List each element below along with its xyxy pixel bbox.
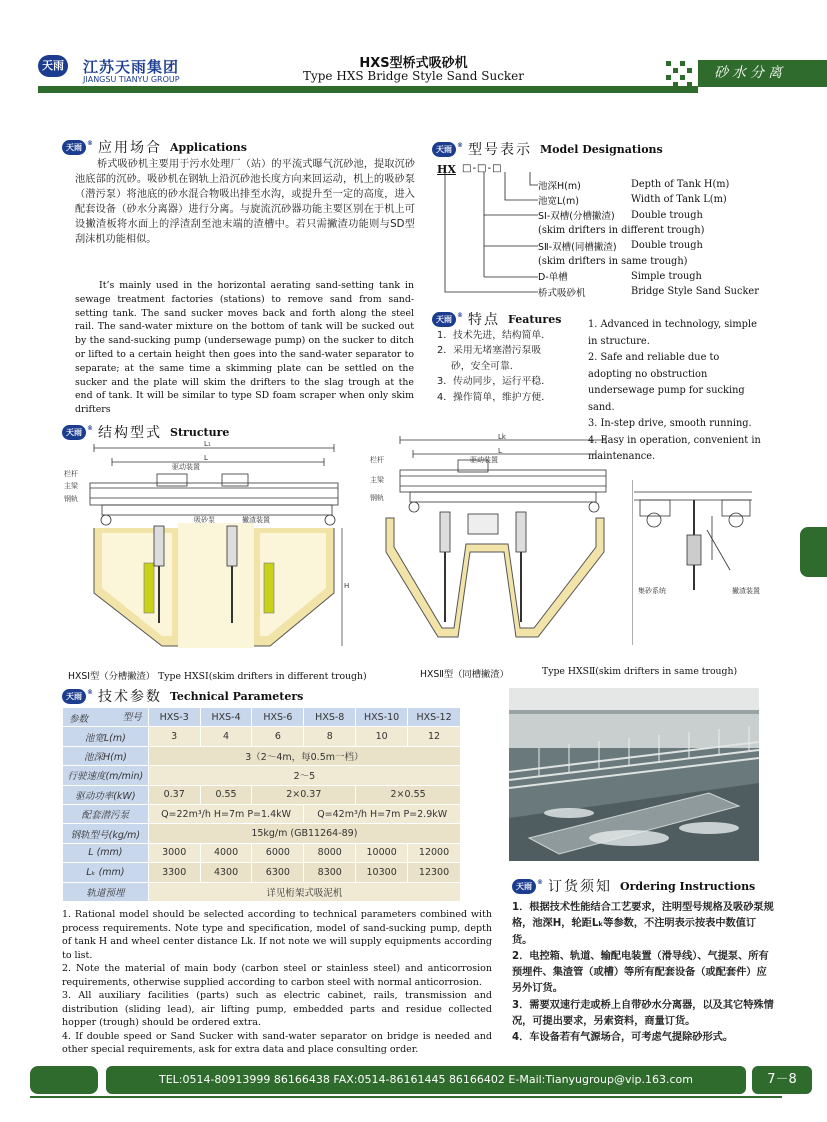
model-designation-lines	[437, 172, 542, 302]
label-railing: 栏杆	[370, 456, 384, 464]
section-title-cn: 订货须知	[548, 879, 612, 895]
model-designation-text: (skim drifters in different trough)	[538, 225, 705, 237]
model-cell: HXS-12	[408, 708, 461, 727]
model-designation-en: Depth of Tank H(m)	[631, 179, 730, 191]
section-logo-icon: 天雨 ®	[62, 140, 86, 155]
table-cell: Q=42m³/h H=7m P=2.9kW	[304, 804, 461, 823]
product-title-en: Type HXS Bridge Style Sand Sucker	[302, 69, 525, 83]
model-designation-row	[538, 269, 768, 284]
footer-rule	[30, 1096, 782, 1098]
row-header: 配套潜污泵	[63, 804, 149, 823]
model-designation-en: Bridge Style Sand Sucker	[631, 286, 759, 298]
model-designation-list	[538, 177, 768, 299]
table-row	[63, 746, 461, 765]
row-header: 钢轨型号(kg/m)	[63, 824, 149, 843]
model-designation-en: Double trough	[631, 240, 703, 252]
table-cell: 8000	[304, 843, 356, 862]
table-cell: 10000	[356, 843, 408, 862]
model-designation-cn: 桥式吸砂机	[538, 287, 586, 299]
ordering-item: 1．根据技术性能结合工艺要求，注明型号规格及吸砂泵规格，池深H，轮距Lₖ等参数，不注明表示按表中数值订货。	[512, 902, 774, 946]
table-cell: 详见桁架式吸泥机	[148, 882, 460, 901]
label-main-beam: 主梁	[370, 476, 384, 484]
feature-item-en: 4. Easy in operation, convenient in maintenance.	[588, 434, 761, 462]
product-title-cn: HXS型桥式吸砂机	[359, 56, 468, 71]
table-cell: 2～5	[148, 766, 460, 785]
label-drive: 驱动装置	[470, 456, 498, 464]
model-designation-text: (skim drifters in same trough)	[538, 255, 688, 267]
row-header: 池深H(m)	[63, 746, 149, 765]
model-designation-row	[538, 253, 768, 268]
model-cell: HXS-3	[148, 708, 200, 727]
section-logo-icon: 天雨 ®	[432, 142, 456, 157]
row-header: 驱动功率(kW)	[63, 785, 149, 804]
caption-hxs-1	[68, 668, 367, 682]
caption-cn: HXSⅡ型（同槽撇渣）	[420, 669, 509, 680]
section-title-en: Applications	[170, 140, 247, 154]
label-skim: 撇渣装置	[732, 587, 760, 595]
model-designation-cn: 池宽L(m)	[538, 195, 579, 207]
section-logo-icon: 天雨 ®	[62, 689, 86, 704]
section-title-en: Features	[508, 312, 562, 326]
label-lk: Lk	[498, 433, 506, 441]
label-skim: 撇渣装置	[242, 516, 270, 524]
caption-en: Type HXSⅡ(skim drifters in same trough)	[542, 666, 738, 677]
table-row	[63, 804, 461, 823]
installation-photo	[509, 688, 759, 861]
feature-item-en: 3. In-step drive, smooth running.	[588, 418, 752, 429]
model-designation-en: Simple trough	[631, 270, 702, 282]
drawing-hxs-2	[368, 432, 630, 662]
tech-heading	[62, 686, 303, 706]
table-cell: 2×0.55	[356, 785, 461, 804]
note-item: 2. Note the material of main body (carbon steel or stainless steel) and anticorrosion requirements, otherwise supplied according to carbon steel with normal anticorrosion.	[62, 963, 492, 988]
table-cell: 2×0.37	[252, 785, 356, 804]
model-designation-row	[538, 238, 768, 253]
model-cell: HXS-4	[200, 708, 252, 727]
feature-item-cn: 2．采用无堵塞潜污泵吸	[437, 345, 542, 357]
model-designation-en: Width of Tank L(m)	[631, 194, 727, 206]
section-title-en: Technical Parameters	[170, 689, 304, 703]
page-footer	[30, 1066, 827, 1094]
section-logo-icon: 天雨 ®	[432, 312, 456, 327]
row-header: L (mm)	[63, 843, 149, 862]
applications-text-en: It’s mainly used in the horizontal aerating sand-setting tank in sewage treatment factories (stations) to remove sand from sand-setting tank. The sand sucker moves back and forth along the steel rail. The sand-water mixture on the bottom of tank will be sucked out by the sand-sucking pump (undersewage pump) on the sucker to ditch or lifted to a certain height then goes into the sand-water separator to separate; at the same time a skimming plate can be settled on the sucker and the plate will skim the drifters to the slag trough at the end of tank. It will be similar to type SD foam scraper when only skim drifters	[75, 280, 414, 416]
label-main-beam: 主梁	[64, 482, 78, 490]
model-heading	[432, 139, 663, 159]
label-rail: 钢轨	[64, 495, 78, 503]
ordering-notes-en	[62, 908, 492, 1057]
feature-item-cn: 4．操作简单，维护方便．	[437, 391, 551, 403]
table-cell: 3000	[148, 843, 200, 862]
model-code-boxes: □-□-□	[462, 163, 503, 174]
model-designation-cn: 池深H(m)	[538, 180, 581, 192]
table-cell: 4000	[200, 843, 252, 862]
section-title-en: Ordering Instructions	[620, 879, 756, 893]
section-title-cn: 型号表示	[468, 142, 532, 158]
label-l: L	[498, 447, 502, 455]
label-h: H	[344, 582, 350, 590]
drawing-hxs-1	[62, 438, 364, 664]
footer-pill	[30, 1066, 98, 1094]
drawing-side-view	[632, 470, 784, 660]
section-logo-icon: 天雨 ®	[512, 879, 536, 894]
model-designation-row	[538, 177, 768, 192]
label-railing: 栏杆	[64, 470, 78, 478]
ordering-item: 2．电控箱、轨道、输配电装置（滑导线）、气提泵、所有预埋件、集渣管（或槽）等所有配套设备（或配套件）应另外订货。	[512, 950, 769, 995]
label-sand-pump: 吸砂泵	[194, 516, 215, 524]
label-l1: L₁	[204, 440, 211, 448]
tech-params-table	[62, 707, 461, 902]
note-item: 3. All auxiliary facilities (parts) such as electric cabinet, rails, transmission and distribution (sliding lead), air lifting pump, embedded parts and residue collected hopper (trough) should be ordered extra.	[62, 990, 492, 1028]
feature-item-cn: 砂，安全可靠．	[451, 360, 520, 372]
table-row	[63, 785, 461, 804]
table-cell: Q=22m³/h H=7m P=1.4kW	[148, 804, 304, 823]
header-rule	[38, 86, 698, 93]
feature-item-en: 2. Safe and reliable due to adopting no obstruction undersewage pump for sucking sand.	[588, 352, 745, 413]
model-designation-row	[538, 192, 768, 207]
feature-item-cn: 1．技术先进，结构简单．	[437, 330, 551, 341]
side-tab	[800, 527, 827, 577]
table-cell: 6000	[252, 843, 304, 862]
table-cell: 12000	[408, 843, 461, 862]
caption-en: Type HXSⅠ(skim drifters in different trough)	[158, 671, 367, 682]
applications-text-cn: 桥式吸砂机主要用于污水处理厂（站）的平流式曝气沉砂池，提取沉砂池底部的沉砂。吸砂机在钢轨上沿沉砂池长度方向来回运动，机上的吸砂泵（潜污泵）将池底的砂水混合物吸出排至水沟，或提升至一定的高度，进入配套设备（砂水分离器）进行分离。与旋流沉砂器功能主要区别在于机上可设撇渣板将水面上的浮渣刮至池末端的渣槽中。若只需撇渣功能则与SD型刮沫机功能相似。	[75, 159, 415, 245]
table-cell: 6300	[252, 863, 304, 882]
model-cell: HXS-10	[356, 708, 408, 727]
caption-hxs-2-cn	[420, 666, 509, 680]
model-code: HX	[437, 163, 456, 176]
applications-heading	[62, 137, 247, 157]
section-title-cn: 结构型式	[98, 425, 162, 441]
company-name-cn: 江苏天雨集团	[83, 58, 180, 76]
model-designation-cn: D-单槽	[538, 272, 568, 284]
table-row	[63, 727, 461, 746]
caption-cn: HXSⅠ型（分槽撇渣）	[68, 671, 156, 682]
table-cell: 4	[200, 727, 252, 746]
table-cell: 4300	[200, 863, 252, 882]
ordering-list-cn	[512, 900, 774, 1047]
table-row	[63, 863, 461, 882]
table-cell: 8	[304, 727, 356, 746]
table-row	[63, 708, 461, 727]
company-name-en: JIANGSU TIANYU GROUP	[83, 75, 180, 84]
table-cell: 6	[252, 727, 304, 746]
section-title-en: Structure	[170, 425, 230, 439]
model-cell: HXS-8	[304, 708, 356, 727]
table-cell: 12	[408, 727, 461, 746]
row-header: 行驶速度(m/min)	[63, 766, 149, 785]
row-header: 池宽L(m)	[63, 727, 149, 746]
label-drive: 驱动装置	[172, 463, 200, 471]
table-cell: 10	[356, 727, 408, 746]
model-designation-cn: SⅠ-双槽(分槽撇渣)	[538, 211, 615, 223]
section-title-en: Model Designations	[540, 142, 663, 156]
label-l: L	[204, 454, 208, 462]
model-designation-row	[538, 284, 768, 299]
table-cell: 0.37	[148, 785, 200, 804]
features-heading	[432, 309, 561, 329]
feature-item-cn: 3．传动同步，运行平稳．	[437, 376, 551, 388]
ordering-item: 4．车设备若有气源场合，可考虑气提除砂形式。	[512, 1032, 734, 1044]
table-cell: 3	[148, 727, 200, 746]
page-header	[0, 0, 827, 98]
header-decoration	[666, 61, 696, 87]
label-rail: 钢轨	[370, 494, 384, 502]
table-cell: 15kg/m (GB11264-89)	[148, 824, 460, 843]
corner-top: 型号	[122, 712, 142, 723]
table-cell: 12300	[408, 863, 461, 882]
features-list-cn	[437, 328, 572, 405]
table-cell: 10300	[356, 863, 408, 882]
section-title-cn: 特点	[468, 312, 500, 328]
label-sand-system: 集砂系统	[638, 587, 666, 595]
table-row	[63, 766, 461, 785]
corner-bottom: 参数	[69, 714, 89, 726]
feature-item-en: 1. Advanced in technology, simple in structure.	[588, 319, 757, 347]
row-header: 轨道预埋	[63, 882, 149, 901]
section-title-cn: 应用场合	[98, 140, 162, 156]
model-designation-en: Double trough	[631, 209, 703, 221]
footer-contact: TEL:0514-80913999 86166438 FAX:0514-86161445 86166402 E-Mail:Tianyugroup@vip.163.com	[106, 1066, 746, 1094]
note-item: 4. If double speed or Sand Sucker with sand-water separator on bridge is needed and other special requirements, ask for extra data and place consulting order.	[62, 1030, 492, 1055]
table-corner	[63, 708, 149, 727]
ordering-item: 3．需要双速行走或桥上自带砂水分离器，以及其它特殊情况，可提出要求，另索资料，商量订货。	[512, 999, 774, 1028]
row-header: Lₖ (mm)	[63, 863, 149, 882]
table-cell: 0.55	[200, 785, 252, 804]
table-cell: 3（2～4m，每0.5m一档）	[148, 746, 460, 765]
table-cell: 3300	[148, 863, 200, 882]
model-designation-cn: SⅡ-双槽(同槽撇渣)	[538, 241, 617, 253]
model-designation-row	[538, 223, 768, 238]
section-logo-icon: 天雨 ®	[62, 425, 86, 440]
table-cell: 8300	[304, 863, 356, 882]
caption-hxs-2-en	[542, 666, 737, 677]
model-designation-row	[538, 208, 768, 223]
model-cell: HXS-6	[252, 708, 304, 727]
table-row	[63, 843, 461, 862]
table-row	[63, 882, 461, 901]
section-title-cn: 技术参数	[98, 689, 162, 705]
table-row	[63, 824, 461, 843]
company-logo: 天雨	[38, 55, 68, 77]
note-item: 1. Rational model should be selected according to technical parameters combined with process requirements. Note type and specification, model of sand-sucking pump, depth of tank H and wheel center distance Lk. If not note we will supply equipments according to list.	[62, 909, 492, 961]
page-number: 7－8	[752, 1066, 812, 1094]
category-tag: 砂水分离	[698, 60, 827, 87]
ordering-heading	[512, 876, 755, 896]
